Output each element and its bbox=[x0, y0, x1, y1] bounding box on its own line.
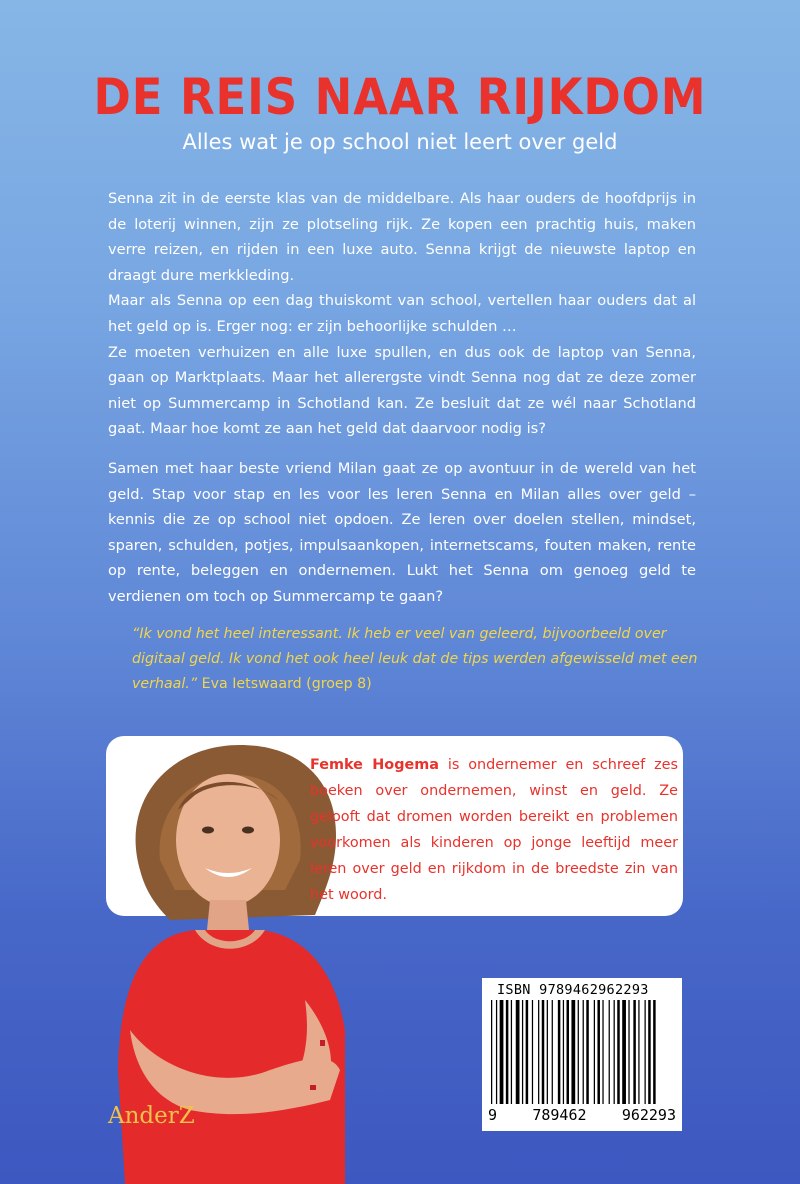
blurb-paragraph: Senna zit in de eerste klas van de middelbare. Als haar ouders de hoofdprijs in de loterij winnen, zijn ze plotseling rijk. Ze kopen een prachtig huis, maken verre reizen, en rijden in een luxe auto. Senna krijgt de nieuwste laptop en draagt dure merkkleding. bbox=[108, 190, 696, 284]
isbn-digit-group-2: 962293 bbox=[621, 1106, 676, 1124]
quote-attribution: Eva Ietswaard (groep 8) bbox=[197, 676, 372, 692]
book-subtitle: Alles wat je op school niet leert over geld bbox=[182, 130, 618, 154]
author-bio-text: is ondernemer en schreef zes boeken over ondernemen, winst en geld. Ze gelooft dat dromen worden bereikt en problemen voorkomen als kinderen op jonge leeftijd meer leren over geld en rijkdom in de breedste zin van het woord. bbox=[310, 757, 678, 903]
book-title: DE REIS NAAR RIJKDOM bbox=[93, 68, 707, 126]
blurb-paragraph: Ze moeten verhuizen en alle luxe spullen, en dus ook de laptop van Senna, gaan op Marktplaats. Maar het allerergste vindt Senna nog dat ze deze zomer niet op Summercamp in Schotland kan. Ze besluit dat ze wél naar Schotland gaat. Maar hoe komt ze aan het geld dat daarvoor nodig is? bbox=[108, 343, 696, 438]
blurb-section-1 bbox=[108, 186, 696, 442]
blurb-section-2 bbox=[108, 456, 696, 610]
isbn-digit-group-1: 789462 bbox=[532, 1106, 587, 1124]
isbn-barcode bbox=[489, 1000, 675, 1110]
reader-quote bbox=[132, 622, 698, 697]
author-name: Femke Hogema bbox=[310, 757, 439, 773]
blurb-paragraph: Samen met haar beste vriend Milan gaat ze op avontuur in de wereld van het geld. Stap voor stap en les voor les leren Senna en Milan alles over geld – kennis die ze op school niet opdoen. Ze leren over doelen stellen, mindset, sparen, schulden, potjes, impulsaankopen, internetscams, fouten maken, rente op rente, beleggen en ondernemen. Lukt het Senna om genoeg geld te verdienen om toch op Summercamp te gaan? bbox=[108, 460, 696, 605]
isbn-label: ISBN 9789462962293 bbox=[497, 982, 649, 998]
quote-text: “Ik vond het heel interessant. Ik heb er veel van geleerd, bijvoorbeeld over digitaal geld. Ik vond het ook heel leuk dat de tips werden afgewisseld met een verhaal.” bbox=[132, 626, 698, 692]
isbn-digits bbox=[484, 1106, 680, 1124]
publisher-logo: AnderZ bbox=[108, 1103, 195, 1129]
isbn-first-digit: 9 bbox=[488, 1106, 498, 1124]
author-bio bbox=[310, 752, 678, 908]
blurb-paragraph: Maar als Senna op een dag thuiskomt van school, vertellen haar ouders dat al het geld op is. Erger nog: er zijn behoorlijke schulden … bbox=[108, 292, 696, 335]
